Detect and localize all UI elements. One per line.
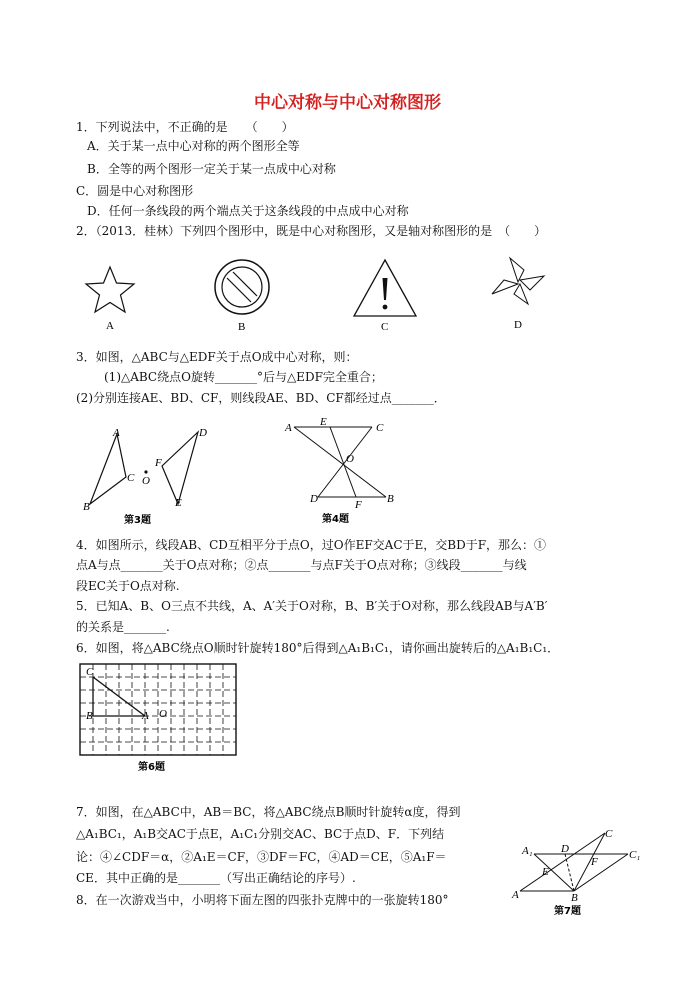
q6-grid-figure [78,660,248,778]
q3-label-o: O [142,475,150,487]
q6-caption: 第6题 [138,762,165,773]
q2-figure-d-pinwheel [484,252,556,334]
q2-label-b: B [238,321,246,333]
q4-line1: 4．如图所示，线段AB、CD互相平分于点O，过O作EF交AC于E，交BD于F，那么：① [76,538,547,552]
q2-label-d: D [514,319,522,331]
q6-label-b: B [86,710,93,722]
q5-line2: 的关系是_______. [76,620,170,634]
q2-figure-a-star [80,262,140,332]
q5-line1: 5．已知A、B、O三点不共线，A、A′关于O对称，B、B′关于O对称，那么线段AB与A′B′ [76,599,548,613]
q7-label-b: B [571,892,578,904]
q3-label-d: D [199,427,207,439]
q7-line2: △A₁BC₁，A₁B交AC于点E，A₁C₁分别交AC、BC于点D、F．下列结 [76,827,445,841]
q6-label-a: A [142,710,149,722]
q6-stem: 6．如图，将△ABC绕点O顺时针旋转180°后得到△A₁B₁C₁，请你画出旋转后的△A₁B₁C₁． [76,641,560,655]
q7-label-d: D [561,843,569,855]
q3-part1: (1)△ABC绕点O旋转_______°后与△EDF完全重合； [104,370,383,384]
q1-option-d: D．任何一条线段的两个端点关于这条线段的中点成中心对称 [87,204,409,218]
q7-label-a: A [512,889,519,901]
q4-label-o: O [346,453,354,465]
q3-caption: 第3题 [124,515,151,526]
q6-label-o: O [159,708,167,720]
q2-label-a: A [106,320,114,332]
q7-line4: CE．其中正确的是_______（写出正确结论的序号）. [76,871,356,885]
q8-line1: 8．在一次游戏当中，小明将下面左图的四张扑克牌中的一张旋转180° [76,893,449,907]
q3-label-a: A [113,427,120,439]
q4-label-d: D [310,493,318,505]
q4-line2: 点A与点_______关于O点对称；②点_______与点F关于O点对称；③线段_______与线 [76,558,527,572]
q4-label-f: F [355,499,362,511]
q2-figure-c-warning-triangle [350,256,420,334]
q2-figure-b-circle [210,258,274,334]
q1-option-c: C．圆是中心对称图形 [76,184,194,198]
q4-label-a: A [285,422,292,434]
q3-label-e: E [175,497,182,509]
q3-label-c: C [127,472,135,484]
q3-label-b: B [83,501,90,513]
q7-label-c1: C₁ [629,849,641,861]
q7-caption: 第7题 [554,906,581,917]
q1-option-a: A．关于某一点中心对称的两个图形全等 [87,139,300,153]
q7-figure [510,826,670,920]
q7-line1: 7．如图，在△ABC中，AB＝BC，将△ABC绕点B顺时针旋转α度，得到 [76,805,461,819]
q4-label-c: C [376,422,384,434]
q3-label-f: F [155,457,162,469]
q3-stem: 3．如图，△ABC与△EDF关于点O成中心对称，则： [76,350,358,364]
q7-line3: 论：④∠CDF＝α，②A₁E＝CF，③DF＝FC，④AD＝CE，⑤A₁F＝ [76,850,447,864]
q1-stem: 1．下列说法中，不正确的是 （ ） [76,120,294,134]
q3-part2: (2)分别连接AE、BD、CF，则线段AE、BD、CF都经过点_______． [76,391,446,405]
q6-label-c: C [86,666,94,678]
q3-figure [80,422,220,528]
page-title: 中心对称与中心对称图形 [254,93,441,113]
q2-label-c: C [381,321,389,333]
q4-line3: 段EC关于O点对称. [76,579,180,593]
q7-label-a1: A₁ [522,845,533,857]
q4-label-b: B [387,493,394,505]
q4-figure [282,418,400,528]
q7-label-e: E [542,866,549,878]
q2-stem: 2．（2013．桂林）下列四个图形中，既是中心对称图形，又是轴对称图形的是 （ ） [76,224,547,238]
q4-label-e: E [320,416,327,428]
q7-label-f: F [591,856,598,868]
q4-caption: 第4题 [322,514,349,525]
q1-option-b: B．全等的两个图形一定关于某一点成中心对称 [87,162,336,176]
q7-label-c: C [605,828,613,840]
